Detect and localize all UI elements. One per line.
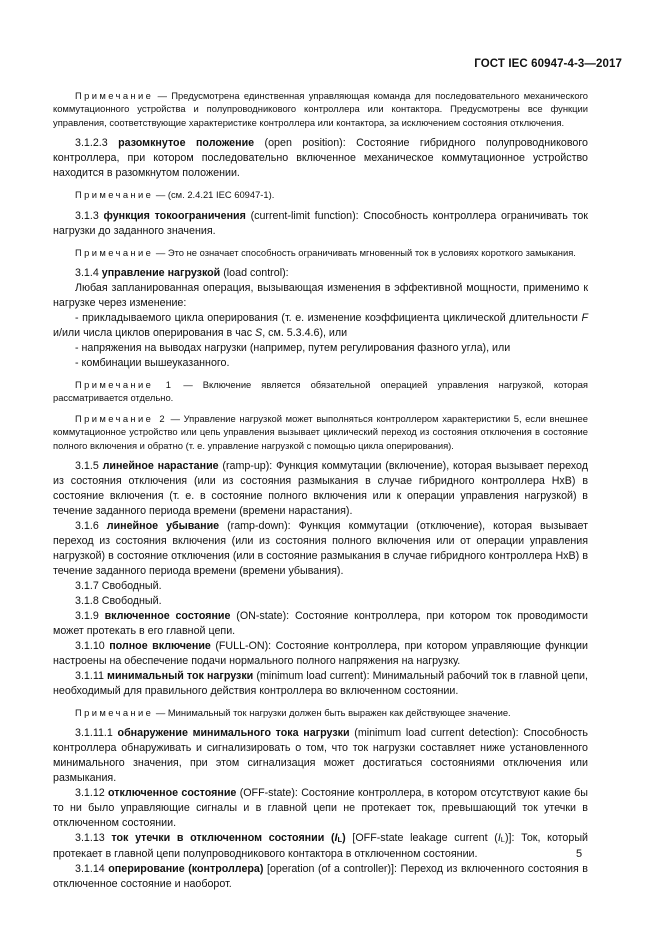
clause-3-1-4-item-3: - комбинации вышеуказанного.: [75, 357, 230, 370]
clause-3-1-12: 3.1.12 отключенное состояние (OFF-state): Состояние контроллера, в котором отсутствуют какие бы то ни было управляющие сигналы и в главной цепи не протекает ток, превышающий ток утечки в отключенном состоянии.: [53, 787, 588, 830]
page-body: [53, 89, 588, 892]
note-5: Примечание 2 — Управление нагрузкой может выполняться контроллером характеристики 5, если внешнее коммутационное устройство или цепь управления вызывает циклический переход из состояния отключения в состояние полного включения и обратно (т. е. управление нагрузкой с помощью цикла оперирования).: [53, 412, 588, 451]
clause-3-1-4-item-1: - прикладываемого цикла оперирования (т. е. изменение коэффициента циклической длительности F и/или числа циклов оперирования в час S, см. 5.3.4.6), или: [53, 312, 588, 340]
clause-3-1-13: 3.1.13 ток утечки в отключенном состоянии (IL) [OFF-state leakage current (IL)]: Ток, который протекает в главной цепи полупроводникового контактора в отключенном состоянии.: [53, 832, 588, 861]
clause-3-1-4: 3.1.4 управление нагрузкой (load control):: [75, 267, 289, 280]
clause-3-1-2-3: 3.1.2.3 разомкнутое положение (open position): Состояние гибридного полупроводникового контроллера, при котором последовательно включенное механическое коммутационное устройство находится в разомкнутом положении.: [53, 137, 588, 180]
clause-3-1-11-1: 3.1.11.1 обнаружение минимального тока нагрузки (minimum load current detection): Способность контроллера обнаруживать и сигнализировать о том, что ток нагрузки составляет ниже установленного минимального значения, при этом сигнализация может достигаться состояниями отключения или размыкания.: [53, 727, 588, 785]
clause-3-1-11: 3.1.11 минимальный ток нагрузки (minimum load current): Минимальный рабочий ток в главной цепи, необходимый для правильного действия контроллера во включенном состоянии.: [53, 670, 588, 698]
note-1: Примечание — Предусмотрена единственная управляющая команда для последовательного механического коммутационного устройства и полупроводникового контроллера или контактора. Предусмотрены все функции управления, соответствующие характеристике контроллера или контактора, за исключением состояния отключения.: [53, 90, 589, 128]
clause-3-1-3: 3.1.3 функция токоограничения (current-limit function): Способность контроллера ограничивать ток нагрузки до заданного значения.: [53, 209, 588, 237]
clause-3-1-14: 3.1.14 оперирование (контроллера) [operation (of a controller)]: Переход из включенного состояния в отключенное состояние и наоборот.: [53, 863, 588, 891]
note-6: Примечание — Минимальный ток нагрузки должен быть выражен как действующее значение.: [75, 707, 511, 719]
clause-3-1-10: 3.1.10 полное включение (FULL-ON): Состояние контроллера, при котором управляющие функции настроены на обеспечение подачи нормального полного напряжения на нагрузку.: [53, 640, 588, 668]
clause-3-1-8: 3.1.8 Свободный.: [75, 595, 162, 608]
page-number: 5: [576, 848, 583, 860]
clause-3-1-6: 3.1.6 линейное убывание (ramp-down): Функция коммутации (отключение), которая вызывает переход из состояния включения (или из состояния полного включения или от операции управления нагрузкой) в состояние отключения (или в состояние размыкания в случае гибридного контроллера HxB) в течение заданного периода времени (времени убывания).: [53, 520, 588, 578]
clause-3-1-5: 3.1.5 линейное нарастание (ramp-up): Функция коммутации (включение), которая вызывает переход из состояния отключения (или из состояния размыкания в случае гибридного контроллера HxB) в состояние включения (т. е. в состояние полного включения или к операции управления нагрузкой) в течение заданного периода времени (времени нарастания).: [53, 460, 588, 518]
document-header: ГОСТ IEC 60947-4-3—2017: [474, 58, 622, 70]
clause-3-1-7: 3.1.7 Свободный.: [75, 580, 162, 593]
note-3: Примечание — Это не означает способность ограничивать мгновенный ток в условиях короткого замыкания.: [75, 246, 576, 258]
note-4: Примечание 1 — Включение является обязательной операцией управления нагрузкой, которая рассматривается отдельно.: [53, 379, 589, 404]
note-2: Примечание — (см. 2.4.21 IEC 60947-1).: [75, 189, 275, 201]
clause-3-1-4-item-2: - напряжения на выводах нагрузки (например, путем регулирования фазного угла), или: [75, 342, 511, 355]
clause-3-1-9: 3.1.9 включенное состояние (ON-state): Состояние контроллера, при котором ток проводимости может протекать в его главной цепи.: [53, 610, 588, 638]
clause-3-1-4-intro: Любая запланированная операция, вызывающая изменения в эффективной мощности, применимо к нагрузке через изменение:: [53, 282, 588, 310]
